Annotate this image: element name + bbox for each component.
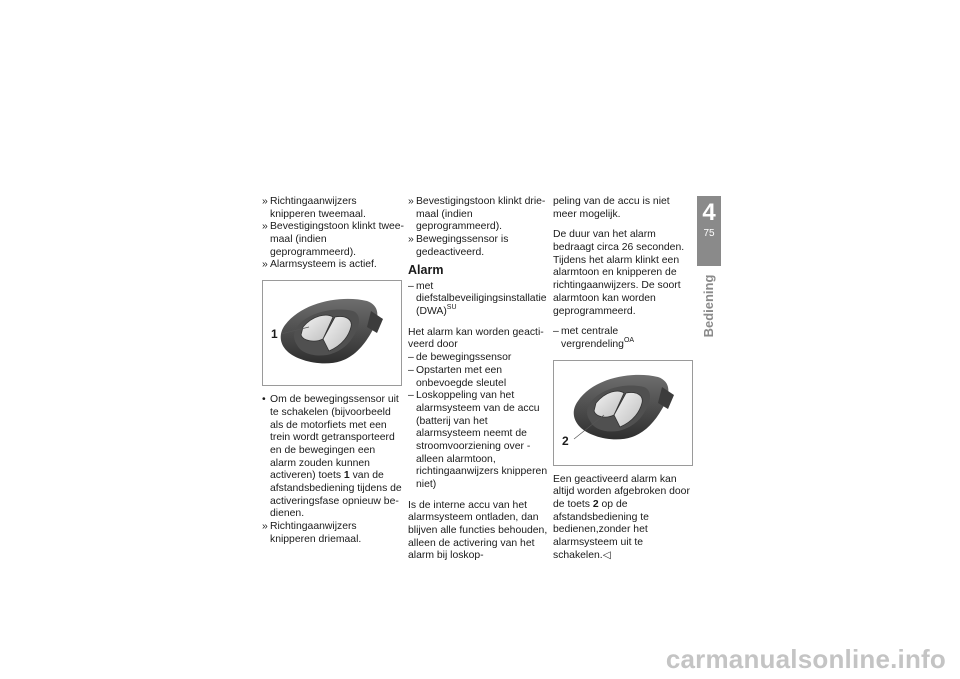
list-top bbox=[262, 196, 404, 272]
list-item: » Alarmsysteem is actief. bbox=[262, 259, 377, 271]
remote-key-illustration bbox=[263, 281, 401, 385]
end-mark-icon: ◁ bbox=[602, 549, 611, 561]
list-item: » Bevestigingstoon klinkt tweemaal (indien geprogrammeerd). bbox=[262, 221, 405, 258]
dash-item: – de bewegingssensor bbox=[408, 352, 512, 364]
figure-label-1: 1 bbox=[271, 327, 278, 342]
list-item: » Bewegingssensor is gedeactiveerd. bbox=[408, 234, 509, 258]
paragraph: De duur van het alarm bedraagt circa 26 seconden. Tijdens het alarm klinkt een alarmtoon en knipperen de richtingaanwijzers. De soort alarmtoon kan worden geprogrammeerd. bbox=[553, 229, 685, 317]
remote-key-figure-1 bbox=[262, 280, 402, 386]
dash-item: – Loskoppeling van het alarmsysteem van de accu (batterij van het alarmsysteem neemt de stroomvoorziening over - alleen alarmtoon, richtingaanwijzers knipperen niet) bbox=[408, 390, 548, 490]
paragraph: Het alarm kan worden geactiveerd door bbox=[408, 326, 544, 351]
option-line: – met diefstalbeveiligingsinstallatie (DWA)$^{SU}$ bbox=[408, 280, 547, 318]
remote-key-figure-2 bbox=[553, 360, 693, 466]
paragraph: peling van de accu is niet meer mogelijk. bbox=[553, 196, 670, 220]
section-heading: Alarm bbox=[408, 263, 444, 278]
bullet-item: • Om de bewegingssensor uit te schakelen (bijvoorbeeld als de motorfiets met een trein wordt getransporteerd en de bewegingen een alarm zouden kunnen activeren) toets 1 van de afstandsbediening tijdens de activeringsfase opnieuw bedienen. bbox=[262, 394, 402, 520]
column-1 bbox=[262, 196, 404, 546]
chapter-number: 4 bbox=[702, 199, 716, 226]
list-item: » Richtingaanwijzers knipperen driemaal. bbox=[262, 521, 362, 545]
column-3 bbox=[553, 196, 691, 562]
chapter-label: Bediening bbox=[701, 274, 717, 338]
figure-label-2: 2 bbox=[562, 433, 569, 448]
watermark: carmanualsonline.info bbox=[665, 644, 946, 674]
column-2 bbox=[408, 196, 550, 563]
remote-key-illustration bbox=[554, 361, 692, 465]
list-item: » Richtingaanwijzers knipperen tweemaal. bbox=[262, 196, 366, 220]
page-number: 75 bbox=[703, 228, 715, 239]
chapter-tab bbox=[697, 196, 721, 266]
option-line: – met centrale vergrendeling$^{OA}$ bbox=[553, 326, 635, 350]
paragraph: Is de interne accu van het alarmsysteem ontladen, dan blijven alle functies behouden, alleen de activering van het alarm bij loskop- bbox=[408, 499, 548, 562]
list-item: » Bevestigingstoon klinkt driemaal (indien geprogrammeerd). bbox=[408, 196, 546, 233]
dash-item: – Opstarten met een onbevoegde sleutel bbox=[408, 364, 507, 389]
paragraph: Een geactiveerd alarm kan altijd worden afgebroken door de toets 2 op de afstandsbediening te bedienen,zonder het alarmsysteem uit te schakelen.◁ bbox=[553, 473, 690, 561]
